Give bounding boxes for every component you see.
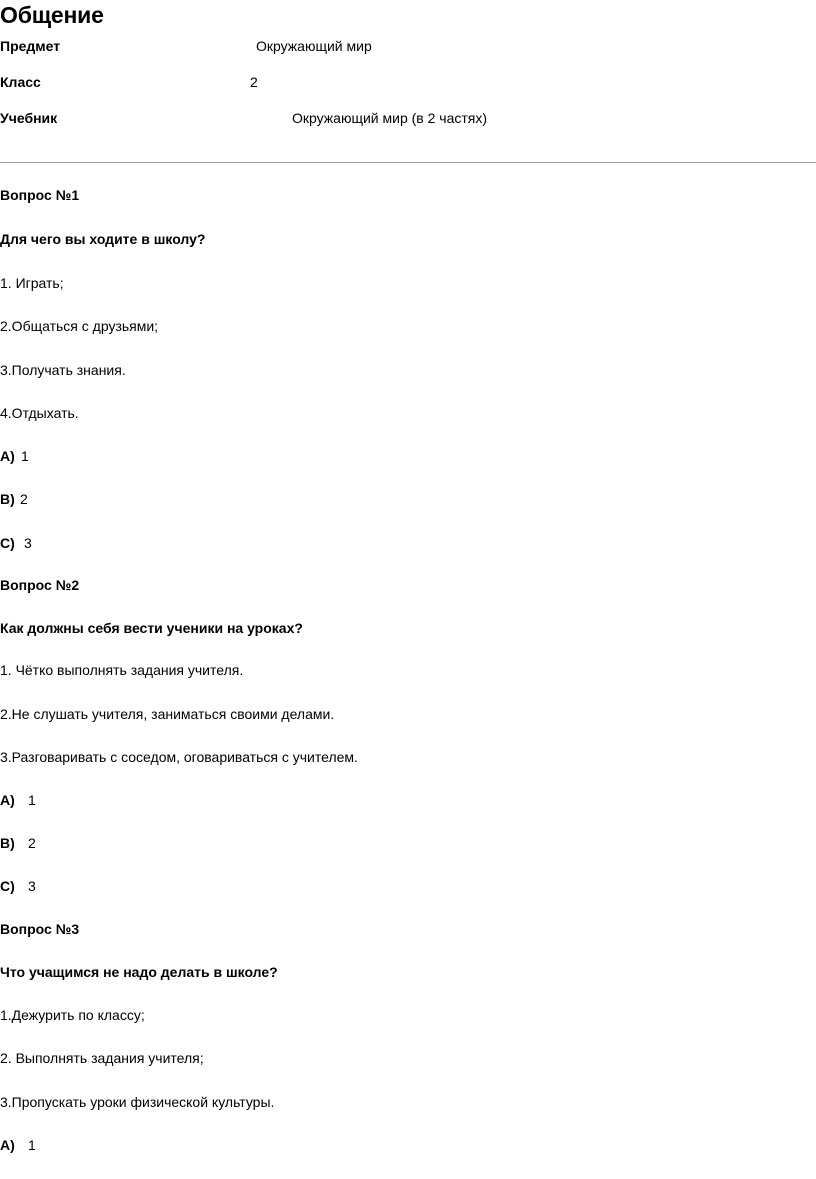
grade-value: 2 [250,74,258,90]
question-1-heading: Вопрос №1 [0,187,80,203]
question-1-text: Для чего вы ходите в школу? [0,231,206,247]
question-2-answer-b [0,835,36,851]
subject-label: Предмет [0,38,61,54]
answer-letter: A) [0,792,15,808]
answer-letter: B) [0,835,15,851]
question-3-option-1: 1.Дежурить по классу; [0,1007,145,1023]
answer-value: 1 [28,792,36,808]
question-1-answer-a [0,448,29,464]
textbook-label: Учебник [0,110,58,126]
question-2-option-1: 1. Чётко выполнять задания учителя. [0,662,244,678]
question-3-option-2: 2. Выполнять задания учителя; [0,1050,204,1066]
question-3-text: Что учащимся не надо делать в школе? [0,964,278,980]
question-2-option-2: 2.Не слушать учителя, заниматься своими делами. [0,706,335,722]
question-1-option-3: 3.Получать знания. [0,362,126,378]
question-1-option-1: 1. Играть; [0,275,64,291]
question-2-text: Как должны себя вести ученики на уроках? [0,620,303,636]
answer-value: 2 [20,491,28,507]
question-3-option-3: 3.Пропускать уроки физической культуры. [0,1094,275,1110]
divider [0,162,816,163]
answer-letter: C) [0,878,15,894]
question-2-answer-a [0,792,36,808]
page-title: Общение [0,2,104,28]
question-2-option-3: 3.Разговаривать с соседом, оговариваться с учителем. [0,749,358,765]
grade-label: Класс [0,74,41,90]
answer-value: 1 [28,1137,36,1153]
answer-letter: A) [0,448,15,464]
answer-value: 2 [28,835,36,851]
answer-value: 3 [24,535,32,551]
question-1-answer-c [0,535,32,551]
textbook-value: Окружающий мир (в 2 частях) [292,110,488,126]
answer-letter: C) [0,535,15,551]
question-1-answer-b [0,491,28,507]
question-1-option-2: 2.Общаться с друзьями; [0,318,159,334]
answer-letter: A) [0,1137,15,1153]
question-1-option-4: 4.Отдыхать. [0,405,79,421]
question-3-heading: Вопрос №3 [0,921,80,937]
answer-letter: B) [0,491,15,507]
question-2-answer-c [0,878,36,894]
question-2-heading: Вопрос №2 [0,577,80,593]
answer-value: 3 [28,878,36,894]
answer-value: 1 [21,448,29,464]
question-3-answer-a [0,1137,36,1153]
subject-value: Окружающий мир [256,38,372,54]
